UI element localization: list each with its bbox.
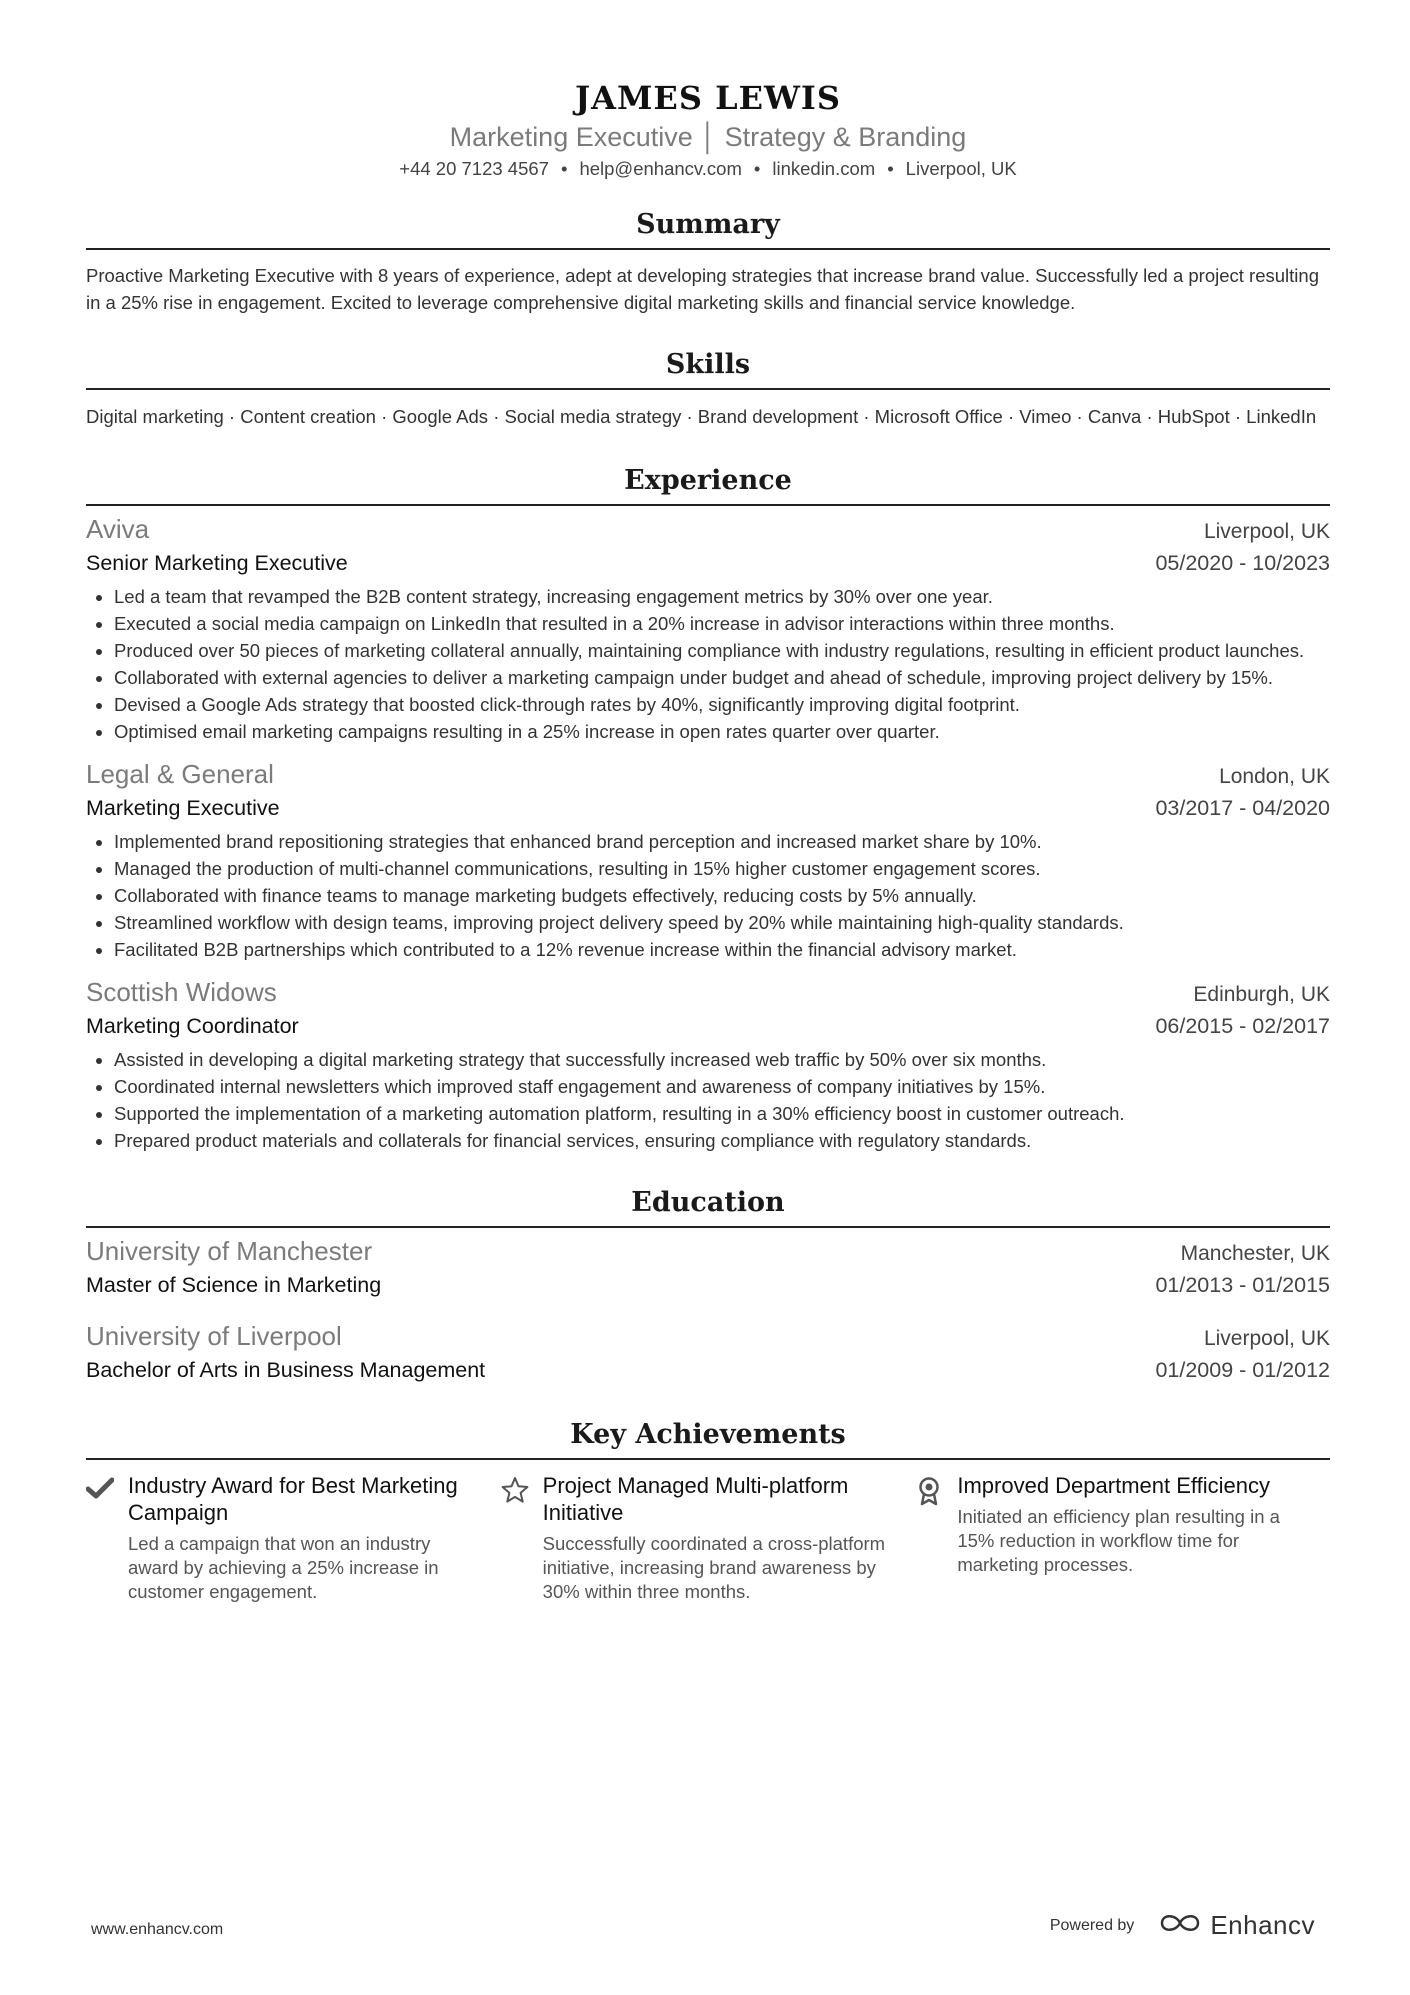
contact-phone[interactable]: +44 20 7123 4567	[399, 158, 549, 179]
check-icon	[86, 1472, 128, 1604]
bullet-item: • Collaborated with finance teams to manage marketing budgets effectively, reducing costs by 5% annually.	[114, 882, 1330, 909]
achievement-item	[86, 1472, 501, 1604]
education-dates: 01/2013 - 01/2015	[1155, 1273, 1330, 1297]
job-dates: 03/2017 - 04/2020	[1155, 796, 1330, 820]
medal-icon	[915, 1472, 957, 1604]
achievement-title: Industry Award for Best Marketing Campaign	[128, 1473, 458, 1525]
bullet-item: • Facilitated B2B partnerships which contributed to a 12% revenue increase within the financial advisory market.	[114, 936, 1330, 963]
bullet-separator: •	[753, 158, 761, 179]
powered-by-label: Powered by	[1049, 1916, 1135, 1934]
company-name: Scottish Widows	[86, 977, 277, 1007]
section-title-education: Education	[86, 1184, 1330, 1228]
section-title-summary: Summary	[86, 206, 1330, 250]
job-dates: 06/2015 - 02/2017	[1155, 1014, 1330, 1038]
job-bullets	[86, 828, 1330, 963]
experience-section	[86, 462, 1330, 1154]
section-title-achievements: Key Achievements	[86, 1416, 1330, 1460]
enhancv-logo-icon	[1158, 1910, 1204, 1941]
degree: Master of Science in Marketing	[86, 1273, 382, 1297]
section-title-experience: Experience	[86, 462, 1330, 506]
summary-section	[86, 206, 1330, 316]
bullet-item: • Produced over 50 pieces of marketing collateral annually, maintaining compliance with industry regulations, resulting in efficient product launches.	[114, 637, 1330, 664]
contact-line	[86, 156, 1330, 182]
bullet-item: • Managed the production of multi-channel communications, resulting in 15% higher customer engagement scores.	[114, 855, 1330, 882]
education-entry	[86, 1319, 1330, 1386]
job-location: Liverpool, UK	[1203, 520, 1330, 543]
bullet-item: • Supported the implementation of a marketing automation platform, resulting in a 30% efficiency boost in customer outreach.	[114, 1100, 1330, 1127]
skills-list: Digital marketing · Content creation · Google Ads · Social media strategy · Brand development · Microsoft Office · Vimeo · Canva · HubSpot · LinkedIn	[86, 406, 1317, 427]
enhancv-logo-text[interactable]: Enhancv	[1210, 1910, 1315, 1940]
bullet-item: • Collaborated with external agencies to deliver a marketing campaign under budget and ahead of schedule, improving project delivery by 15%.	[114, 664, 1330, 691]
school-location: Liverpool, UK	[1203, 1327, 1330, 1350]
resume-page	[86, 0, 1330, 1604]
job-dates: 05/2020 - 10/2023	[1155, 551, 1330, 575]
section-title-skills: Skills	[86, 346, 1330, 390]
education-section	[86, 1184, 1330, 1386]
education-entry	[86, 1234, 1330, 1301]
job-location: London, UK	[1219, 765, 1330, 788]
job-title: Marketing Coordinator	[86, 1014, 299, 1038]
bullet-item: • Optimised email marketing campaigns resulting in a 25% increase in open rates quarter over quarter.	[114, 718, 1330, 745]
company-name: Legal & General	[86, 759, 274, 789]
contact-email[interactable]: help@enhancv.com	[579, 158, 742, 179]
achievements-section	[86, 1416, 1330, 1604]
footer-branding	[1050, 1910, 1315, 1941]
company-name: Aviva	[86, 514, 150, 544]
candidate-name: JAMES LEWIS	[575, 79, 841, 117]
job-title: Senior Marketing Executive	[86, 551, 348, 575]
achievement-description: Initiated an efficiency plan resulting in a 15% reduction in workflow time for marketing processes.	[957, 1506, 1280, 1575]
bullet-item: • Assisted in developing a digital marketing strategy that successfully increased web traffic by 50% over six months.	[114, 1046, 1330, 1073]
bullet-item: • Prepared product materials and collaterals for financial services, ensuring compliance with regulatory standards.	[114, 1127, 1330, 1154]
school-location: Manchester, UK	[1180, 1242, 1330, 1265]
bullet-item: • Implemented brand repositioning strategies that enhanced brand perception and increased market share by 10%.	[114, 828, 1330, 855]
job-bullets	[86, 583, 1330, 745]
school-name: University of Manchester	[86, 1236, 373, 1266]
experience-entry	[86, 512, 1330, 745]
contact-location: Liverpool, UK	[905, 158, 1017, 179]
candidate-headline: Marketing Executive │ Strategy & Branding	[449, 122, 967, 152]
bullet-item: • Executed a social media campaign on LinkedIn that resulted in a 20% increase in advisor interactions within three months.	[114, 610, 1330, 637]
summary-text: Proactive Marketing Executive with 8 years of experience, adept at developing strategies that increase brand value. Successfully led a project resulting in a 25% rise in engagement. Excited to leverage comprehensive digital marketing skills and financial service knowledge.	[86, 265, 1319, 313]
footer-website[interactable]: www.enhancv.com	[91, 1921, 224, 1938]
experience-entry	[86, 757, 1330, 963]
achievement-description: Successfully coordinated a cross-platform initiative, increasing brand awareness by 30% within three months.	[542, 1533, 886, 1602]
bullet-separator: •	[887, 158, 894, 179]
skills-section	[86, 346, 1330, 432]
job-bullets	[86, 1046, 1330, 1154]
job-title: Marketing Executive	[86, 796, 280, 820]
contact-linkedin[interactable]: linkedin.com	[772, 158, 876, 179]
education-dates: 01/2009 - 01/2012	[1155, 1358, 1330, 1382]
bullet-item: • Devised a Google Ads strategy that boosted click-through rates by 40%, significantly improving digital footprint.	[114, 691, 1330, 718]
achievement-item	[915, 1472, 1330, 1604]
bullet-item: • Streamlined workflow with design teams, improving project delivery speed by 20% while maintaining high-quality standards.	[114, 909, 1330, 936]
achievement-description: Led a campaign that won an industry award by achieving a 25% increase in customer engagement.	[128, 1533, 439, 1602]
achievement-title: Project Managed Multi-platform Initiative	[542, 1473, 849, 1525]
school-name: University of Liverpool	[86, 1321, 342, 1351]
bullet-item: • Coordinated internal newsletters which improved staff engagement and awareness of company initiatives by 15%.	[114, 1073, 1330, 1100]
achievement-item	[501, 1472, 916, 1604]
degree: Bachelor of Arts in Business Management	[86, 1358, 486, 1382]
achievements-grid	[86, 1472, 1330, 1604]
job-location: Edinburgh, UK	[1193, 983, 1330, 1006]
star-icon	[501, 1472, 543, 1604]
experience-entry	[86, 975, 1330, 1154]
bullet-item: • Led a team that revamped the B2B content strategy, increasing engagement metrics by 30% over one year.	[114, 583, 1330, 610]
achievement-title: Improved Department Efficiency	[957, 1473, 1270, 1498]
bullet-separator: •	[560, 158, 568, 179]
